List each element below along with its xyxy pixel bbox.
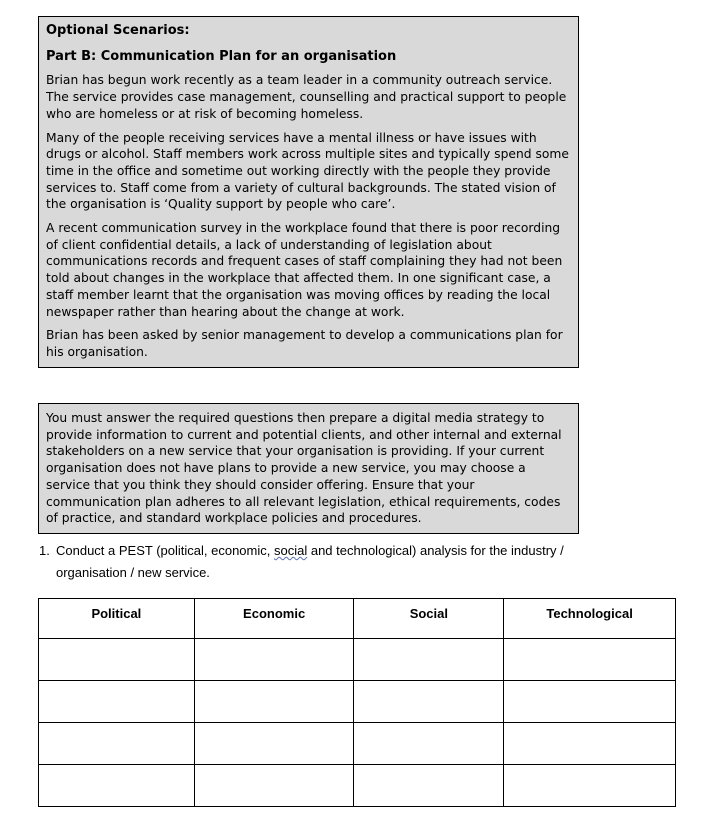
pest-cell[interactable] <box>354 765 504 807</box>
table-row <box>39 765 676 807</box>
pest-header-row <box>39 599 676 639</box>
question-1 <box>39 540 599 584</box>
pest-cell[interactable] <box>39 681 195 723</box>
question-text-marked: social <box>273 543 308 558</box>
pest-cell[interactable] <box>354 639 504 681</box>
pest-cell[interactable] <box>504 681 676 723</box>
pest-cell[interactable] <box>354 681 504 723</box>
pest-cell[interactable] <box>39 765 195 807</box>
scenario-paragraph: Brian has been asked by senior management to develop a communications plan for his organisation. <box>46 328 563 359</box>
instructions-text: You must answer the required questions then prepare a digital media strategy to provide information to current and potential clients, and other internal and external stakeholders on a new service that your organisation is providing. If your current organisation does not have plans to provide a new service, you may choose a service that you think they should consider offering. Ensure that your communication plan adheres to all relevant legislation, ethical requirements, codes of practice, and standard workplace policies and procedures. <box>46 411 562 526</box>
table-row <box>39 681 676 723</box>
pest-cell[interactable] <box>39 639 195 681</box>
question-number: 1. <box>39 543 50 558</box>
scenario-paragraph: Many of the people receiving services have a mental illness or have issues with drugs or alcohol. Staff members work across multiple sites and typically spend some time in the office and sometime out working directly with the people they provide services to. Staff come from a variety of cultural backgrounds. The stated vision of the organisation is ‘Quality support by people who care’. <box>46 130 569 212</box>
pest-cell[interactable] <box>504 723 676 765</box>
pest-header-technological: Technological <box>504 599 676 639</box>
pest-table <box>38 598 676 807</box>
table-row <box>39 723 676 765</box>
pest-cell[interactable] <box>194 639 354 681</box>
pest-cell[interactable] <box>194 723 354 765</box>
scenario-paragraph: A recent communication survey in the workplace found that there is poor recording of client confidential details, a lack of understanding of legislation about communications records and frequent cases of staff complaining they had not been told about changes in the workplace that affected them. In one significant case, a staff member learnt that the organisation was moving offices by reading the local newspaper rather than hearing about the change at work. <box>46 221 563 319</box>
instructions-box <box>38 403 579 534</box>
scenario-heading: Optional Scenarios: <box>46 23 190 38</box>
pest-cell[interactable] <box>504 765 676 807</box>
table-row <box>39 639 676 681</box>
question-text <box>56 540 599 584</box>
pest-header-economic: Economic <box>194 599 354 639</box>
pest-cell[interactable] <box>194 765 354 807</box>
scenario-paragraph: Brian has begun work recently as a team leader in a community outreach service. The service provides case management, counselling and practical support to people who are homeless or at risk of becoming homeless. <box>46 73 567 121</box>
pest-cell[interactable] <box>354 723 504 765</box>
scenario-subheading: Part B: Communication Plan for an organisation <box>46 48 397 64</box>
pest-header-political: Political <box>39 599 195 639</box>
question-text-before: Conduct a PEST (political, economic, <box>56 543 274 558</box>
pest-cell[interactable] <box>194 681 354 723</box>
pest-cell[interactable] <box>39 723 195 765</box>
scenario-box <box>38 16 579 368</box>
pest-header-social: Social <box>354 599 504 639</box>
question-text-after: and technological) analysis for the industry / organisation / new service. <box>56 543 564 580</box>
pest-cell[interactable] <box>504 639 676 681</box>
